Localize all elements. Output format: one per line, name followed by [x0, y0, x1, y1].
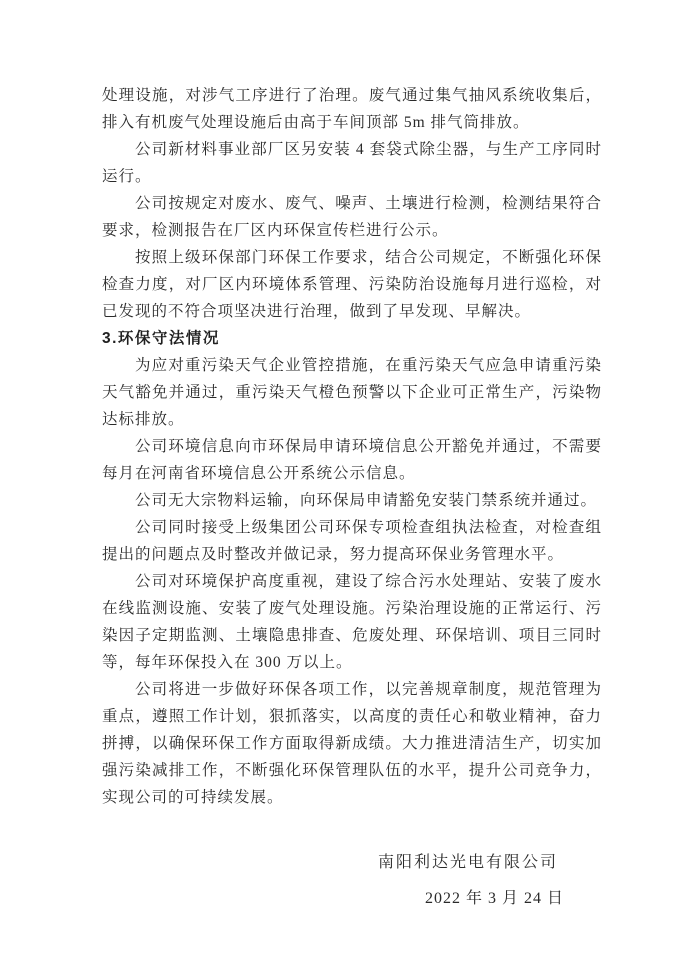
document-date: 2022 年 3 月 24 日 [424, 890, 564, 907]
paragraph-future-plan: 公司将进一步做好环保各项工作，以完善规章制度，规范管理为重点，遵照工作计划，狠抓落实，以高度的责任心和敬业精神，奋力拼搏，以确保环保工作方面取得新成绩。大力推进清洁生产，切实加强污染减排工作，不断强化环保管理队伍的水平，提升公司竞争力，实现公司的可持续发展。 [102, 681, 602, 806]
paragraph-continuation: 处理设施，对涉气工序进行了治理。废气通过集气抽风系统收集后，排入有机废气处理设施后由高于车间顶部 5m 排气筒排放。 [102, 87, 602, 131]
section-heading-compliance: 3.环保守法情况 [102, 330, 220, 347]
paragraph-group-inspection: 公司同时接受上级集团公司环保专项检查组执法检查，对检查组提出的问题点及时整改并做记录，努力提高环保业务管理水平。 [102, 519, 602, 563]
document-body [102, 82, 602, 912]
paragraph-gate-system: 公司无大宗物料运输，向环保局申请豁免安装门禁系统并通过。 [135, 492, 598, 509]
paragraph-environment-investment: 公司对环境保护高度重视，建设了综合污水处理站、安装了废水在线监测设施、安装了废气处理设施。污染治理设施的正常运行、污染因子定期监测、土壤隐患排查、危废处理、环保培训、项目三同时等，每年环保投入在 300 万以上。 [102, 573, 602, 671]
paragraph-dust-collectors: 公司新材料事业部厂区另安装 4 套袋式除尘器，与生产工序同时运行。 [102, 141, 602, 185]
company-signature: 南阳利达光电有限公司 [377, 854, 558, 871]
paragraph-testing: 公司按规定对废水、废气、噪声、土壤进行检测，检测结果符合要求，检测报告在厂区内环保宣传栏进行公示。 [102, 195, 602, 239]
paragraph-heavy-pollution-exemption: 为应对重污染天气企业管控措施，在重污染天气应急申请重污染天气豁免并通过，重污染天气橙色预警以下企业可正常生产，污染物达标排放。 [102, 357, 602, 428]
paragraph-inspections: 按照上级环保部门环保工作要求，结合公司规定，不断强化环保检查力度，对厂区内环境体系管理、污染防治设施每月进行巡检，对已发现的不符合项坚决进行治理，做到了早发现、早解决。 [102, 249, 602, 320]
paragraph-info-disclosure: 公司环境信息向市环保局申请环境信息公开豁免并通过，不需要每月在河南省环境信息公开系统公示信息。 [102, 438, 602, 482]
